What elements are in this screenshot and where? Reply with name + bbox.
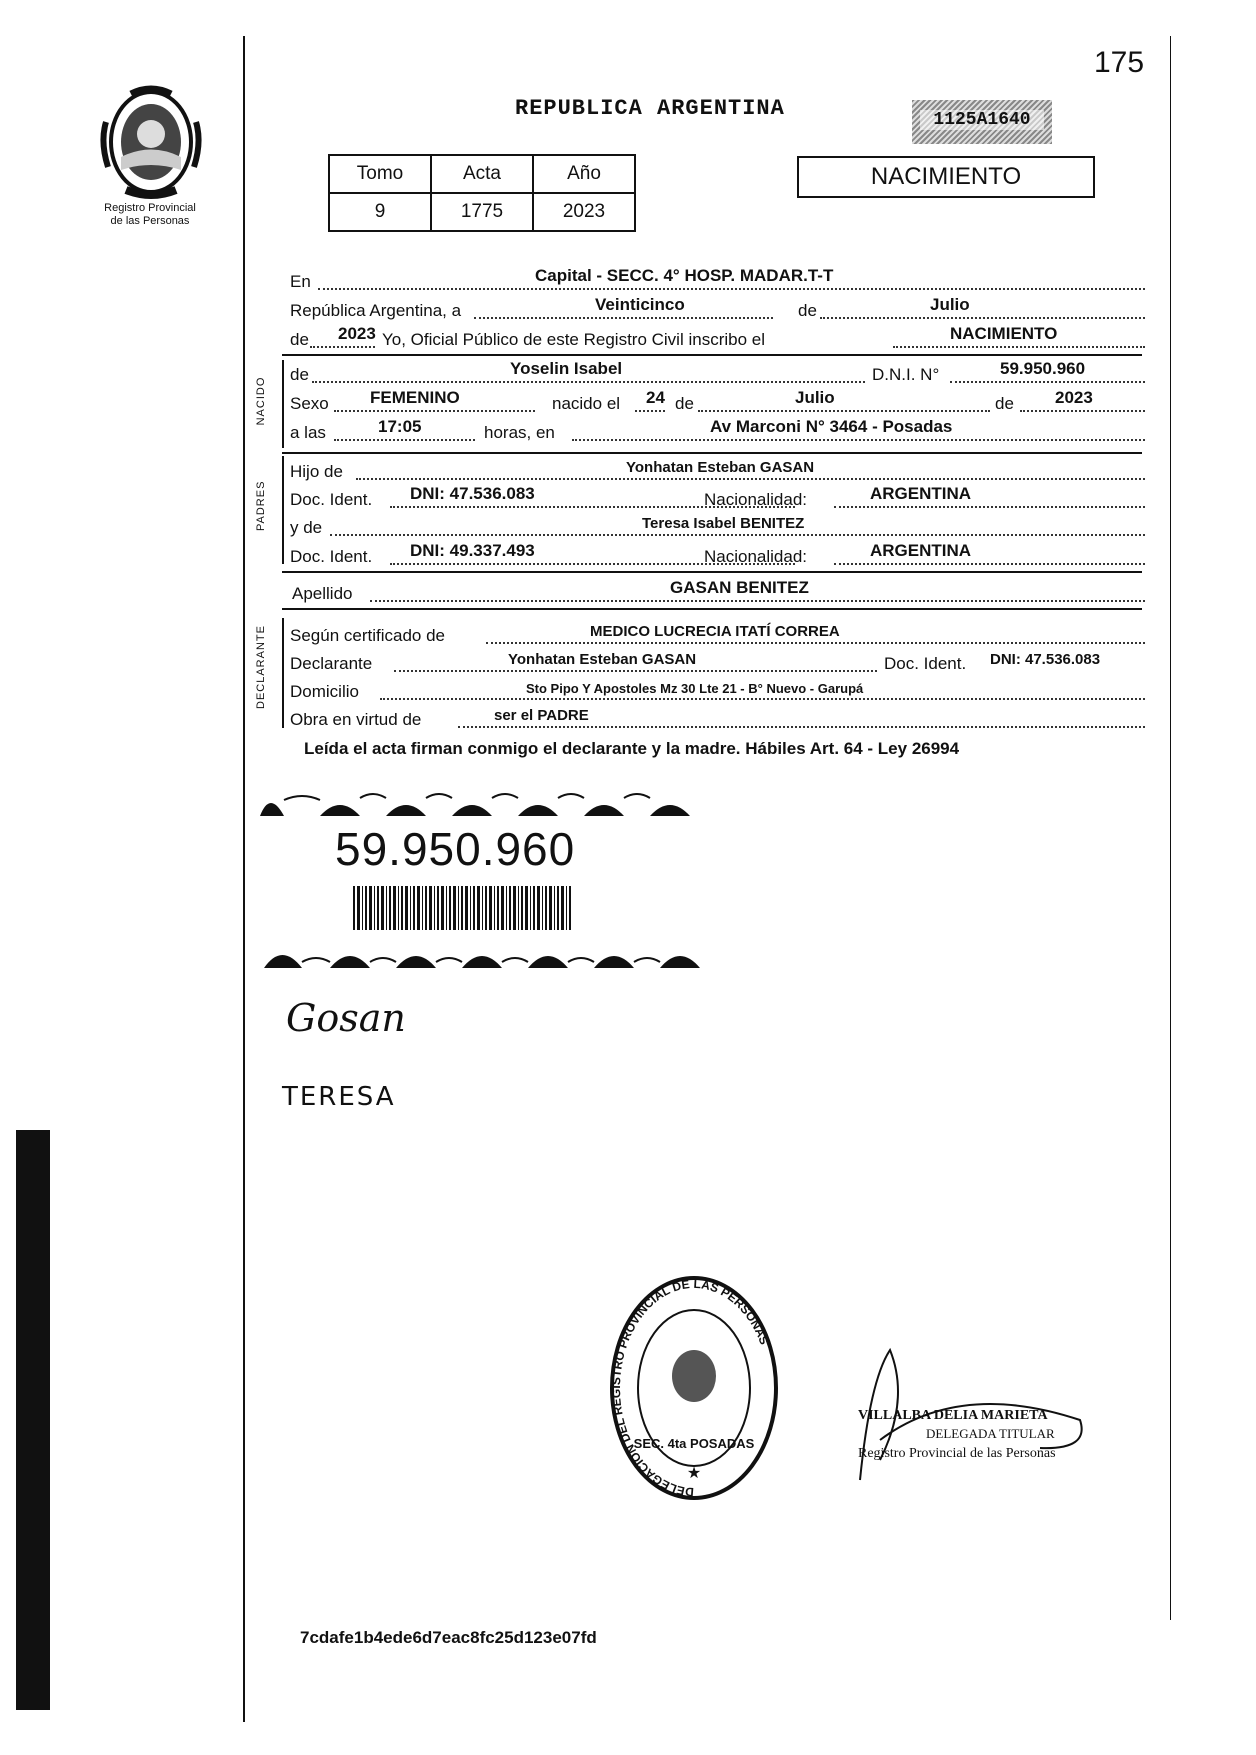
dotted-line: [820, 317, 1145, 319]
dotted-line: [380, 698, 1145, 700]
security-pattern-top: [260, 790, 702, 816]
dotted-line: [572, 439, 1145, 441]
stamp-code: 1125A1640: [920, 110, 1044, 130]
line-domicilio: [290, 680, 1145, 702]
dotted-line: [318, 288, 1145, 290]
dotted-line: [486, 642, 1145, 644]
nacionalidad-label: Nacionalidad:: [704, 490, 808, 509]
official-title: DELEGADA TITULAR: [926, 1426, 1055, 1441]
nacionalidad-label: Nacionalidad:: [704, 547, 808, 566]
padres-bracket: [282, 456, 284, 564]
father-name: Yonhatan Esteban GASAN: [626, 459, 815, 476]
de-label: de: [798, 301, 817, 320]
registro-value: NACIMIENTO: [950, 324, 1058, 343]
mother-nationality: ARGENTINA: [870, 541, 972, 560]
hijo-de-label: Hijo de: [290, 462, 343, 481]
dotted-line: [334, 410, 535, 412]
line-certificado: [290, 624, 1145, 646]
doc-ident-label: Doc. Ident.: [884, 654, 967, 673]
mother-signature-name: TERESA: [282, 1082, 396, 1112]
birth-year: 2023: [1055, 388, 1093, 407]
barcode: [353, 886, 573, 930]
registry-table-header-row: [329, 155, 635, 193]
domicilio-label: Domicilio: [290, 682, 359, 701]
document-hash: 7cdafe1b4ede6d7eac8fc25d123e07fd: [300, 1628, 597, 1647]
certificado-value: MEDICO LUCRECIA ITATÍ CORREA: [590, 623, 840, 640]
mother-name: Teresa Isabel BENITEZ: [642, 515, 805, 532]
official-name: VILLALBA DELIA MARIETA: [858, 1408, 1048, 1423]
act-type-box: NACIMIENTO: [797, 156, 1095, 198]
official-org: Registro Provincial de las Personas: [858, 1446, 1056, 1461]
logo-caption-line2: de las Personas: [110, 215, 190, 227]
registry-table: [328, 154, 636, 232]
de-label: de: [995, 394, 1014, 413]
republica-label: República Argentina, a: [290, 301, 462, 320]
dotted-line: [394, 670, 877, 672]
declarante-value: Yonhatan Esteban GASAN: [508, 651, 697, 668]
nacido-label: nacido el: [552, 394, 621, 413]
line-obra: [290, 708, 1145, 730]
month-value: Julio: [930, 295, 970, 314]
place-value: Capital - SECC. 4° HOSP. MADAR.T-T: [535, 266, 834, 285]
sexo-label: Sexo: [290, 394, 329, 413]
edge-bar: [16, 1130, 50, 1710]
father-doc: DNI: 47.536.083: [410, 484, 535, 503]
section-separator: [282, 354, 1142, 356]
dotted-line: [834, 506, 1145, 508]
line-y-de: [290, 516, 1145, 538]
closing-statement: Leída el acta firman conmigo el declarante y la madre. Hábiles Art. 64 - Ley 26994: [304, 739, 960, 758]
domicilio-value: Sto Pipo Y Apostoles Mz 30 Lte 21 - B° Nuevo - Garupá: [526, 681, 864, 696]
dotted-line: [834, 563, 1145, 565]
line-en: [290, 266, 1145, 292]
value-tomo: 9: [329, 193, 431, 231]
mother-doc: DNI: 49.337.493: [410, 541, 535, 560]
dotted-line: [1020, 410, 1145, 412]
dotted-line: [310, 346, 375, 348]
line-nacido-time: [290, 417, 1145, 443]
dotted-line: [893, 346, 1145, 348]
line-nacido-name: [290, 359, 1145, 385]
page-number: 175: [1094, 46, 1145, 79]
sexo-value: FEMENINO: [370, 388, 460, 407]
dotted-line: [698, 410, 990, 412]
year-value: 2023: [338, 324, 376, 343]
a-las-label: a las: [290, 423, 326, 442]
header-anio: Año: [533, 155, 635, 193]
birth-day: 24: [646, 388, 665, 407]
right-margin-line: [1170, 36, 1171, 1620]
line-declarante: [290, 652, 1145, 674]
declarante-doc: DNI: 47.536.083: [990, 651, 1101, 668]
child-dni: 59.950.960: [1000, 359, 1086, 378]
yo-text: Yo, Oficial Público de este Registro Civil inscribo el: [382, 330, 765, 349]
dotted-line: [635, 410, 665, 412]
padres-side-label: PADRES: [255, 480, 267, 531]
line-father-doc: [290, 484, 1145, 510]
obra-label: Obra en virtud de: [290, 710, 422, 729]
apellido-label: Apellido: [292, 584, 353, 603]
official-seal-icon: [608, 1272, 780, 1504]
line-republica: [290, 295, 1145, 321]
dotted-line: [370, 600, 1145, 602]
svg-text:DELEGACION DEL REGISTRO PROVIN: DELEGACION DEL REGISTRO PROVINCIAL DE LAS PERSONAS: [608, 1276, 772, 1500]
dotted-line: [330, 534, 1145, 536]
day-words: Veinticinco: [595, 295, 685, 314]
dotted-line: [334, 439, 475, 441]
obra-value: ser el PADRE: [494, 707, 589, 724]
section-separator: [282, 571, 1142, 573]
dotted-line: [458, 726, 1145, 728]
nacido-bracket: [282, 360, 284, 448]
de-label: de: [675, 394, 694, 413]
de2-label: de: [290, 330, 309, 349]
birth-time: 17:05: [378, 417, 422, 436]
dotted-line: [474, 317, 773, 319]
section-separator: [282, 452, 1142, 454]
birth-place: Av Marconi N° 3464 - Posadas: [710, 417, 953, 436]
declarante-side-label: DECLARANTE: [255, 625, 267, 709]
line-mother-doc: [290, 541, 1145, 567]
apellido-value: GASAN BENITEZ: [670, 578, 809, 597]
birth-month: Julio: [795, 388, 835, 407]
header-acta: Acta: [431, 155, 533, 193]
line-apellido: [290, 578, 1145, 604]
country-title: REPUBLICA ARGENTINA: [515, 96, 785, 121]
horas-label: horas, en: [484, 423, 555, 442]
svg-text:SEC. 4ta POSADAS: SEC. 4ta POSADAS: [633, 1436, 755, 1451]
security-pattern-bottom: [260, 942, 702, 968]
logo-caption: [80, 202, 220, 228]
doc-ident-label: Doc. Ident.: [290, 490, 373, 509]
line-year: [290, 324, 1145, 350]
dotted-line: [312, 381, 865, 383]
registry-table-value-row: [329, 193, 635, 231]
dotted-line: [950, 381, 1145, 383]
header-tomo: Tomo: [329, 155, 431, 193]
line-nacido-sex: [290, 388, 1145, 414]
declarant-signature: Gosan: [286, 996, 406, 1040]
province-coat-of-arms-icon: [96, 82, 206, 202]
dni-label: D.N.I. N°: [872, 365, 940, 384]
de-label: de: [290, 365, 309, 384]
y-de-label: y de: [290, 518, 323, 537]
value-anio: 2023: [533, 193, 635, 231]
dni-large-number: 59.950.960: [335, 823, 576, 875]
svg-text:★: ★: [686, 1465, 702, 1482]
certificado-label: Según certificado de: [290, 626, 445, 645]
dotted-line: [356, 478, 1145, 480]
declarante-label: Declarante: [290, 654, 373, 673]
child-name: Yoselin Isabel: [510, 359, 623, 378]
section-separator: [282, 608, 1142, 610]
left-margin-line: [243, 36, 245, 1722]
logo-caption-line1: Registro Provincial: [104, 202, 196, 214]
en-label: En: [290, 272, 311, 291]
nacido-side-label: NACIDO: [255, 376, 267, 426]
doc-ident-label: Doc. Ident.: [290, 547, 373, 566]
value-acta: 1775: [431, 193, 533, 231]
declarante-bracket: [282, 618, 284, 728]
line-hijo-de: [290, 460, 1145, 482]
father-nationality: ARGENTINA: [870, 484, 972, 503]
